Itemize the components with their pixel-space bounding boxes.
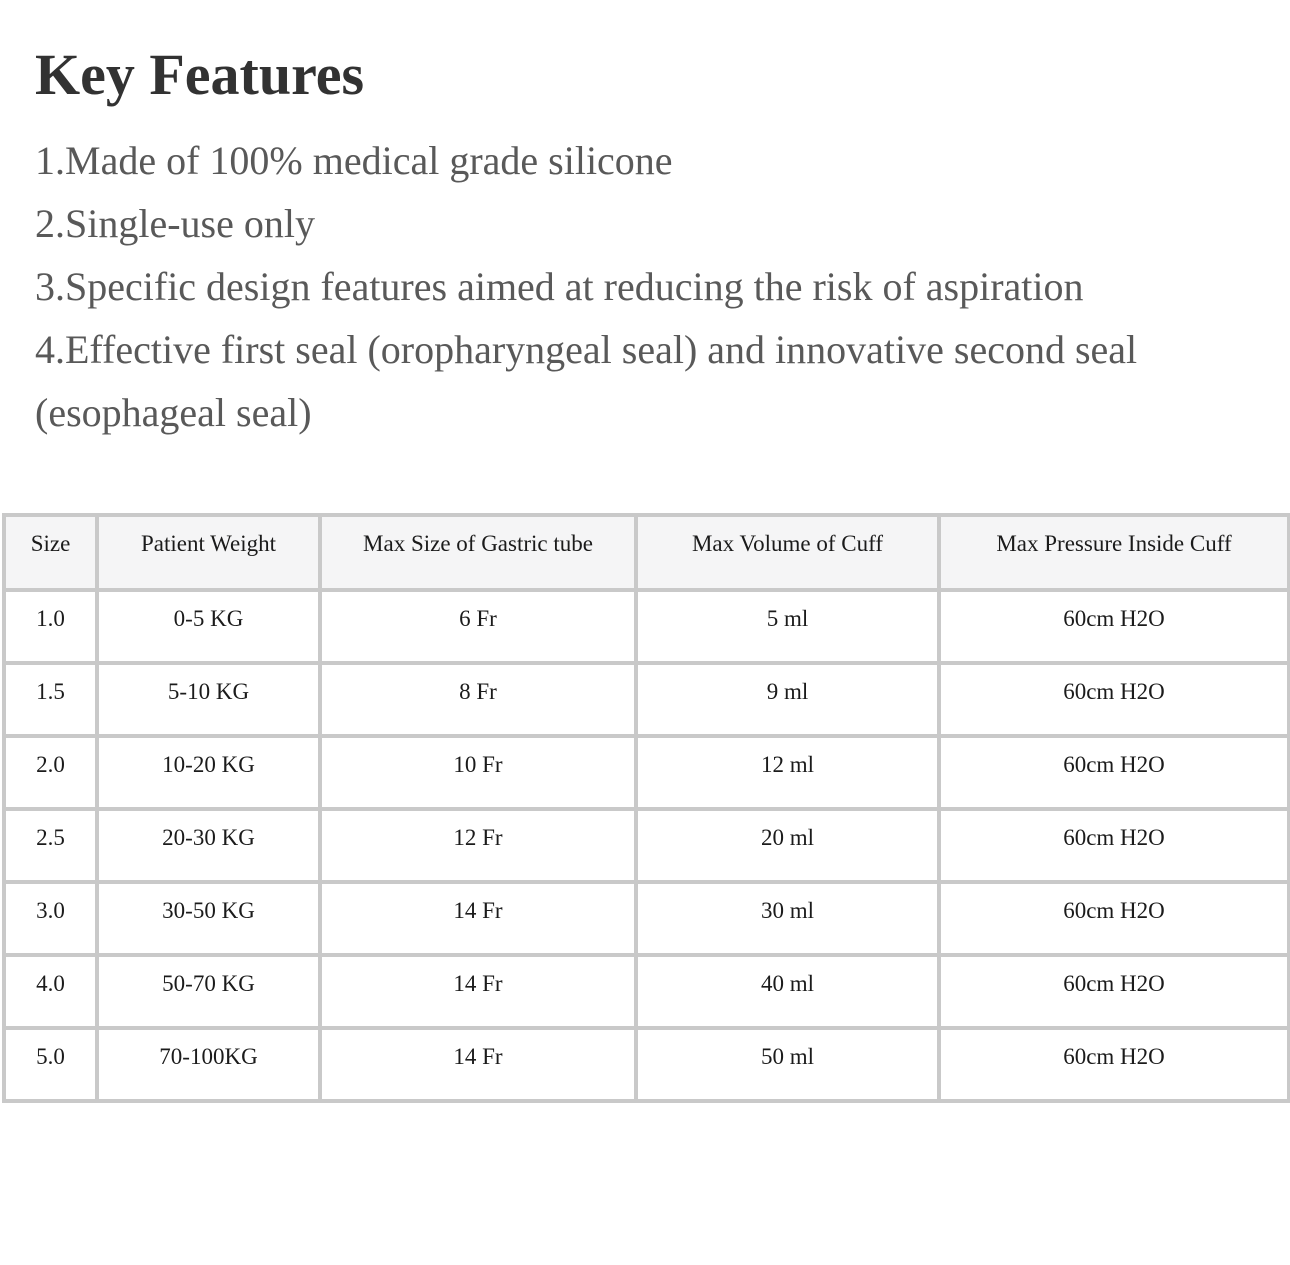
table-cell: 5.0: [4, 1028, 97, 1101]
table-cell: 30 ml: [636, 882, 939, 955]
table-cell: 14 Fr: [320, 955, 636, 1028]
table-cell: 60cm H2O: [939, 955, 1289, 1028]
table-cell: 12 ml: [636, 736, 939, 809]
table-cell: 1.5: [4, 663, 97, 736]
table-cell: 60cm H2O: [939, 882, 1289, 955]
table-row: [4, 736, 1289, 809]
table-cell: 2.5: [4, 809, 97, 882]
column-header-pressure: Max Pressure Inside Cuff: [939, 515, 1289, 590]
column-header-volume: Max Volume of Cuff: [636, 515, 939, 590]
spec-table: [2, 513, 1290, 1103]
feature-item: 1.Made of 100% medical grade silicone: [35, 138, 673, 183]
table-cell: 12 Fr: [320, 809, 636, 882]
table-cell: 60cm H2O: [939, 736, 1289, 809]
table-row: [4, 1028, 1289, 1101]
table-cell: 10-20 KG: [97, 736, 320, 809]
features-list: [35, 129, 1160, 444]
table-cell: 5-10 KG: [97, 663, 320, 736]
column-header-gastric: Max Size of Gastric tube: [320, 515, 636, 590]
table-cell: 60cm H2O: [939, 809, 1289, 882]
feature-item: 2.Single-use only: [35, 201, 315, 246]
column-header-weight: Patient Weight: [97, 515, 320, 590]
table-cell: 3.0: [4, 882, 97, 955]
table-cell: 30-50 KG: [97, 882, 320, 955]
table-cell: 60cm H2O: [939, 663, 1289, 736]
table-cell: 50-70 KG: [97, 955, 320, 1028]
table-cell: 50 ml: [636, 1028, 939, 1101]
table-row: [4, 663, 1289, 736]
table-cell: 40 ml: [636, 955, 939, 1028]
page-title: Key Features: [35, 42, 365, 107]
table-cell: 60cm H2O: [939, 1028, 1289, 1101]
table-cell: 10 Fr: [320, 736, 636, 809]
table-cell: 14 Fr: [320, 1028, 636, 1101]
table-row: [4, 809, 1289, 882]
table-cell: 2.0: [4, 736, 97, 809]
feature-item: 3.Specific design features aimed at reducing the risk of aspiration: [35, 264, 1084, 309]
table-header-row: [4, 515, 1289, 590]
table-cell: 14 Fr: [320, 882, 636, 955]
table-cell: 20 ml: [636, 809, 939, 882]
table-cell: 60cm H2O: [939, 590, 1289, 663]
table-row: [4, 590, 1289, 663]
table-cell: 20-30 KG: [97, 809, 320, 882]
table-row: [4, 955, 1289, 1028]
table-cell: 1.0: [4, 590, 97, 663]
table-cell: 70-100KG: [97, 1028, 320, 1101]
table-cell: 0-5 KG: [97, 590, 320, 663]
spec-table-body: [4, 590, 1289, 1101]
table-cell: 9 ml: [636, 663, 939, 736]
table-cell: 4.0: [4, 955, 97, 1028]
table-row: [4, 882, 1289, 955]
table-cell: 6 Fr: [320, 590, 636, 663]
feature-item: 4.Effective first seal (oropharyngeal seal) and innovative second seal (esophageal seal): [35, 327, 1138, 435]
table-cell: 5 ml: [636, 590, 939, 663]
table-cell: 8 Fr: [320, 663, 636, 736]
column-header-size: Size: [4, 515, 97, 590]
